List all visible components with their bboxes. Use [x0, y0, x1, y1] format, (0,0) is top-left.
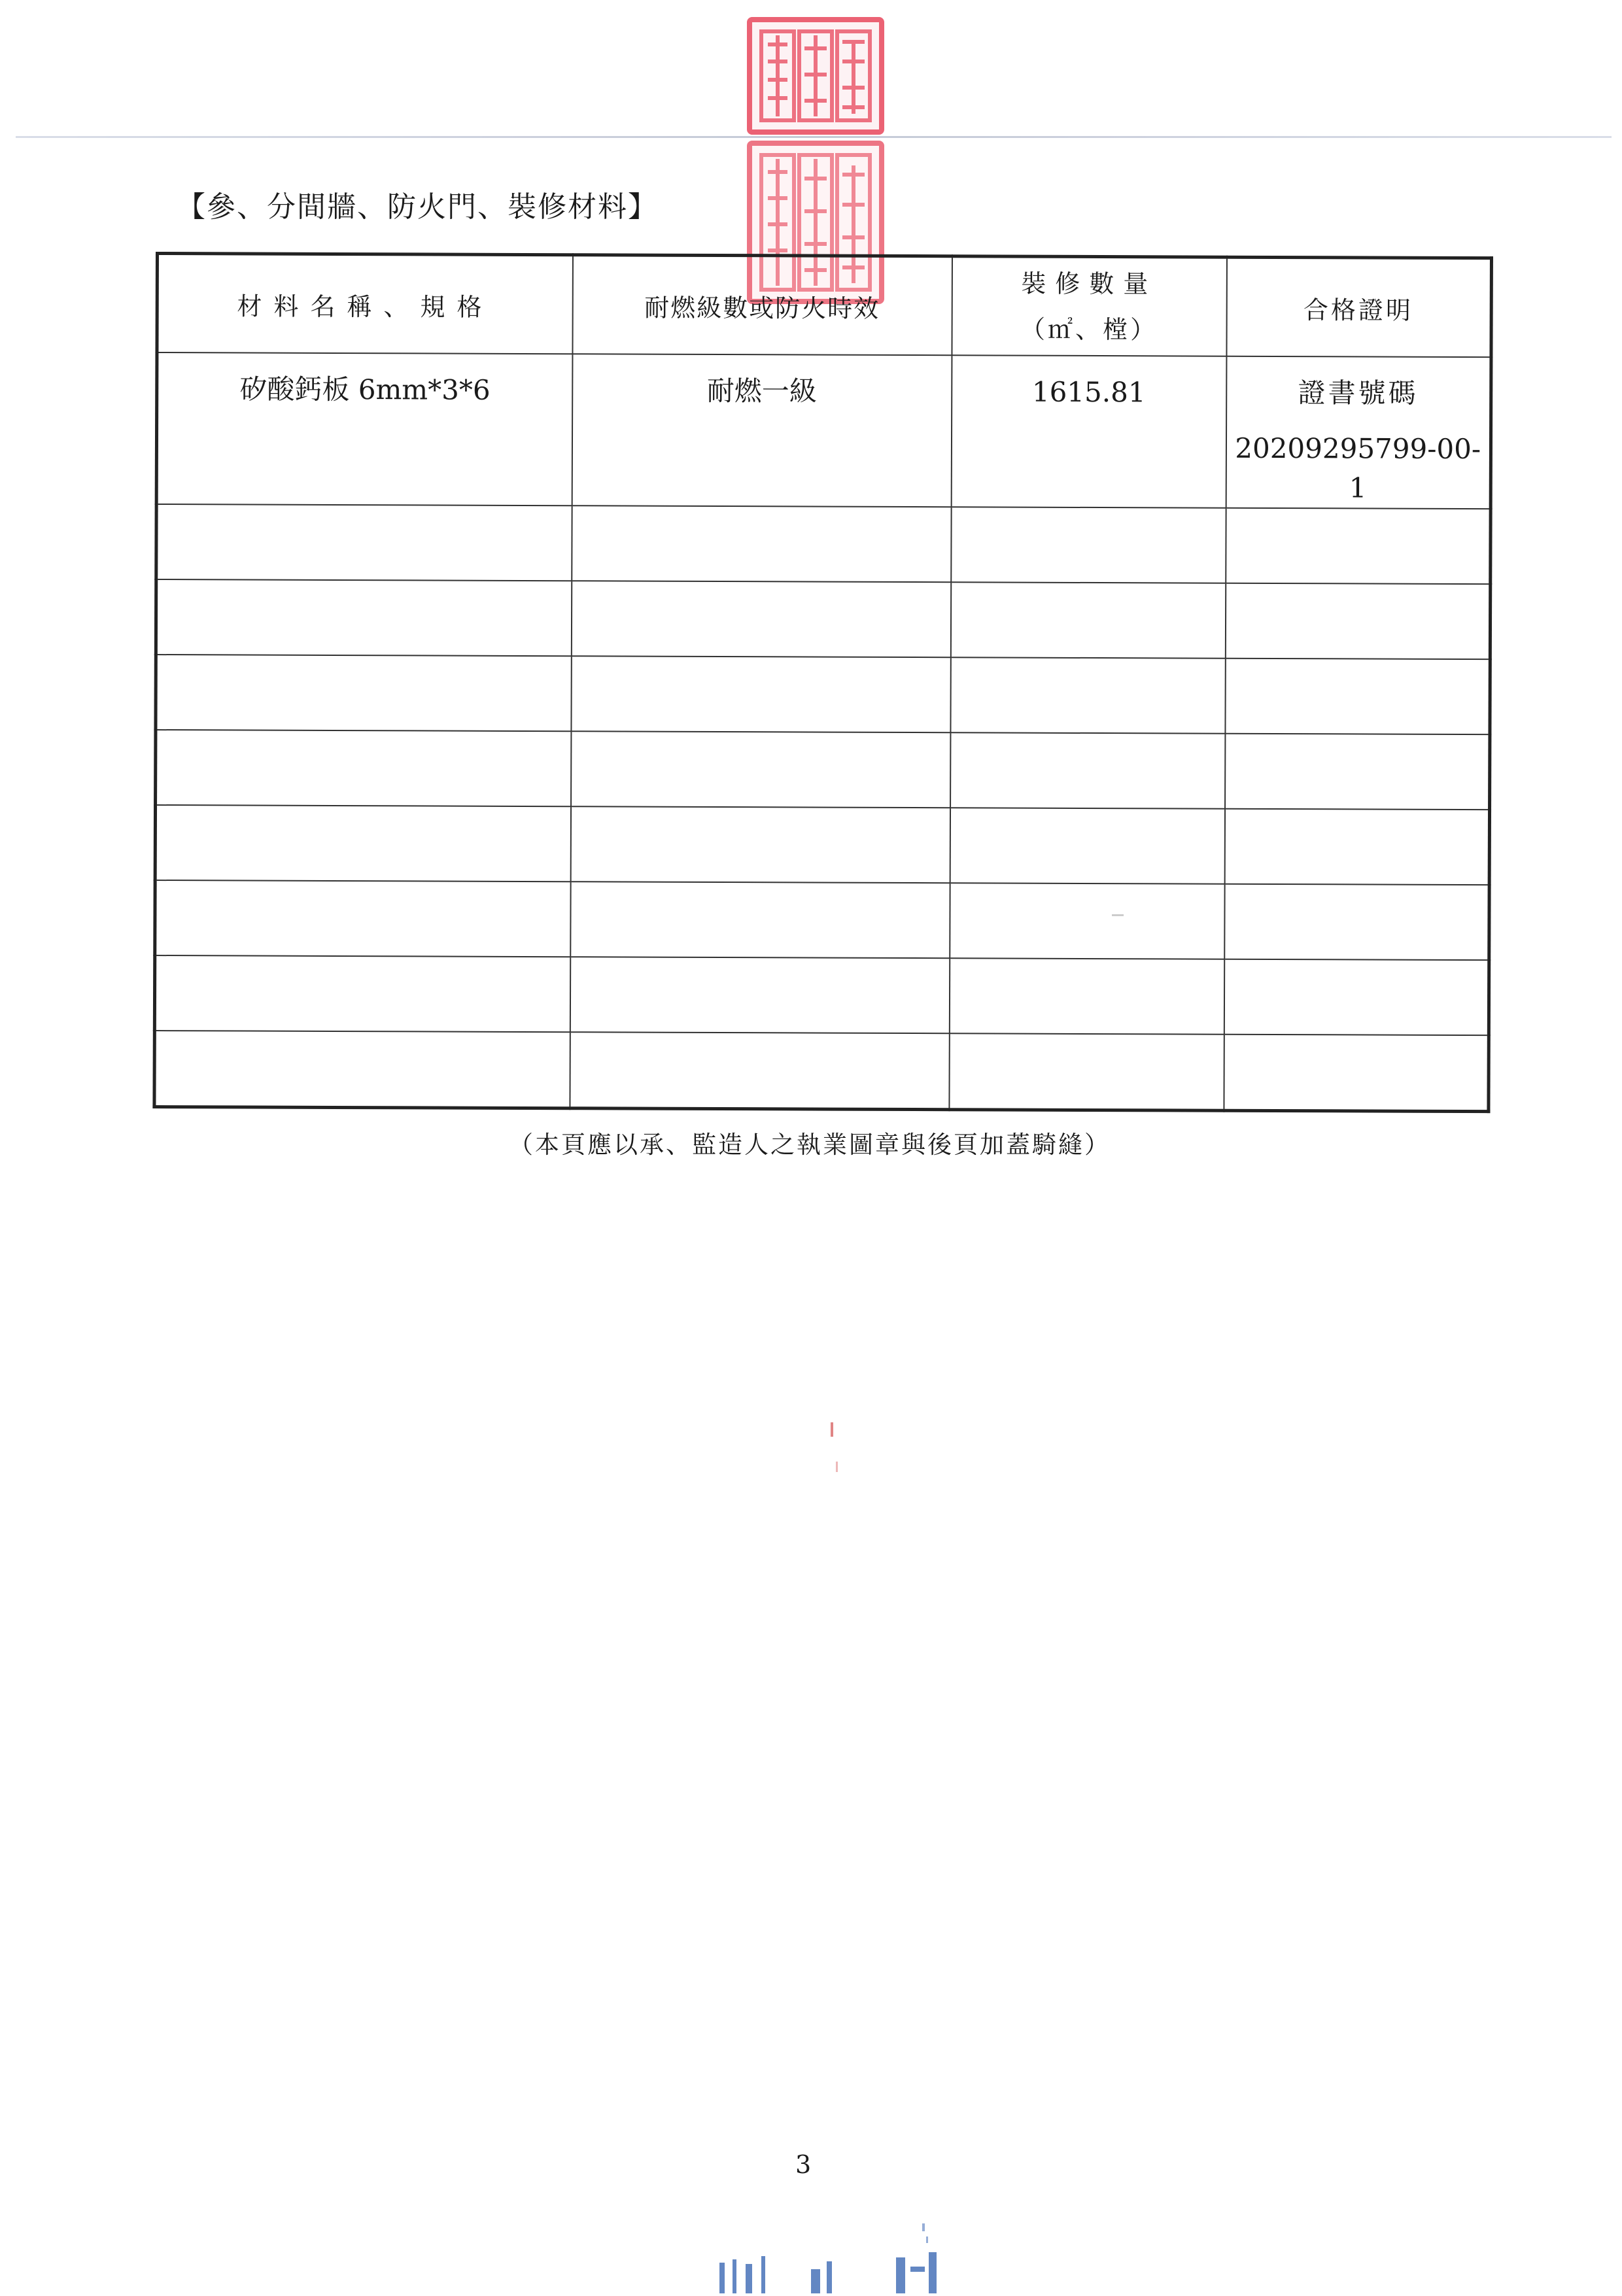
table-row-empty [155, 805, 1489, 885]
table-row-empty [156, 504, 1491, 584]
scan-edge-line [16, 136, 1612, 138]
table-header-row [157, 254, 1492, 358]
table-row-empty [156, 655, 1490, 734]
page-number: 3 [795, 2150, 812, 2179]
footnote: （本頁應以承、監造人之執業圖章與後頁加蓋騎縫） [509, 1131, 1111, 1159]
section-title: 【參、分間牆、防火門、裝修材料】 [177, 190, 658, 224]
cell-quantity [951, 355, 1226, 507]
material-name-text: 矽酸鈣板 6mm*3*6 [239, 373, 491, 406]
header-certificate: 合格證明 [1226, 257, 1492, 357]
certificate-number: 20209295799-00-1 [1235, 432, 1481, 504]
table-row-empty [154, 955, 1489, 1035]
header-quantity-label: 裝修數量 [1021, 269, 1158, 299]
table-row [156, 352, 1491, 509]
fire-rating-text: 耐燃一級 [706, 374, 817, 407]
ink-speck [831, 1422, 833, 1437]
header-material-name: 材料名稱、規格 [157, 254, 573, 354]
header-fire-rating: 耐燃級數或防火時效 [572, 255, 952, 356]
table-row-empty [156, 730, 1490, 810]
header-quantity-unit: （㎡、樘） [1020, 315, 1158, 345]
ink-speck [836, 1462, 838, 1472]
table-row-empty [155, 880, 1489, 960]
quantity-text: 1615.81 [1031, 375, 1146, 409]
ink-speck [1112, 914, 1124, 916]
certificate-label: 證書號碼 [1298, 377, 1419, 409]
table-row-empty [156, 579, 1490, 659]
header-quantity [952, 256, 1227, 356]
blue-stamp-fragment [706, 2223, 968, 2293]
cell-material-name [156, 352, 572, 505]
cell-fire-rating [572, 354, 952, 507]
table-row-empty [154, 1031, 1489, 1112]
materials-table [152, 252, 1493, 1113]
cell-certificate [1226, 356, 1491, 509]
red-seal-stamp-top [747, 17, 884, 135]
